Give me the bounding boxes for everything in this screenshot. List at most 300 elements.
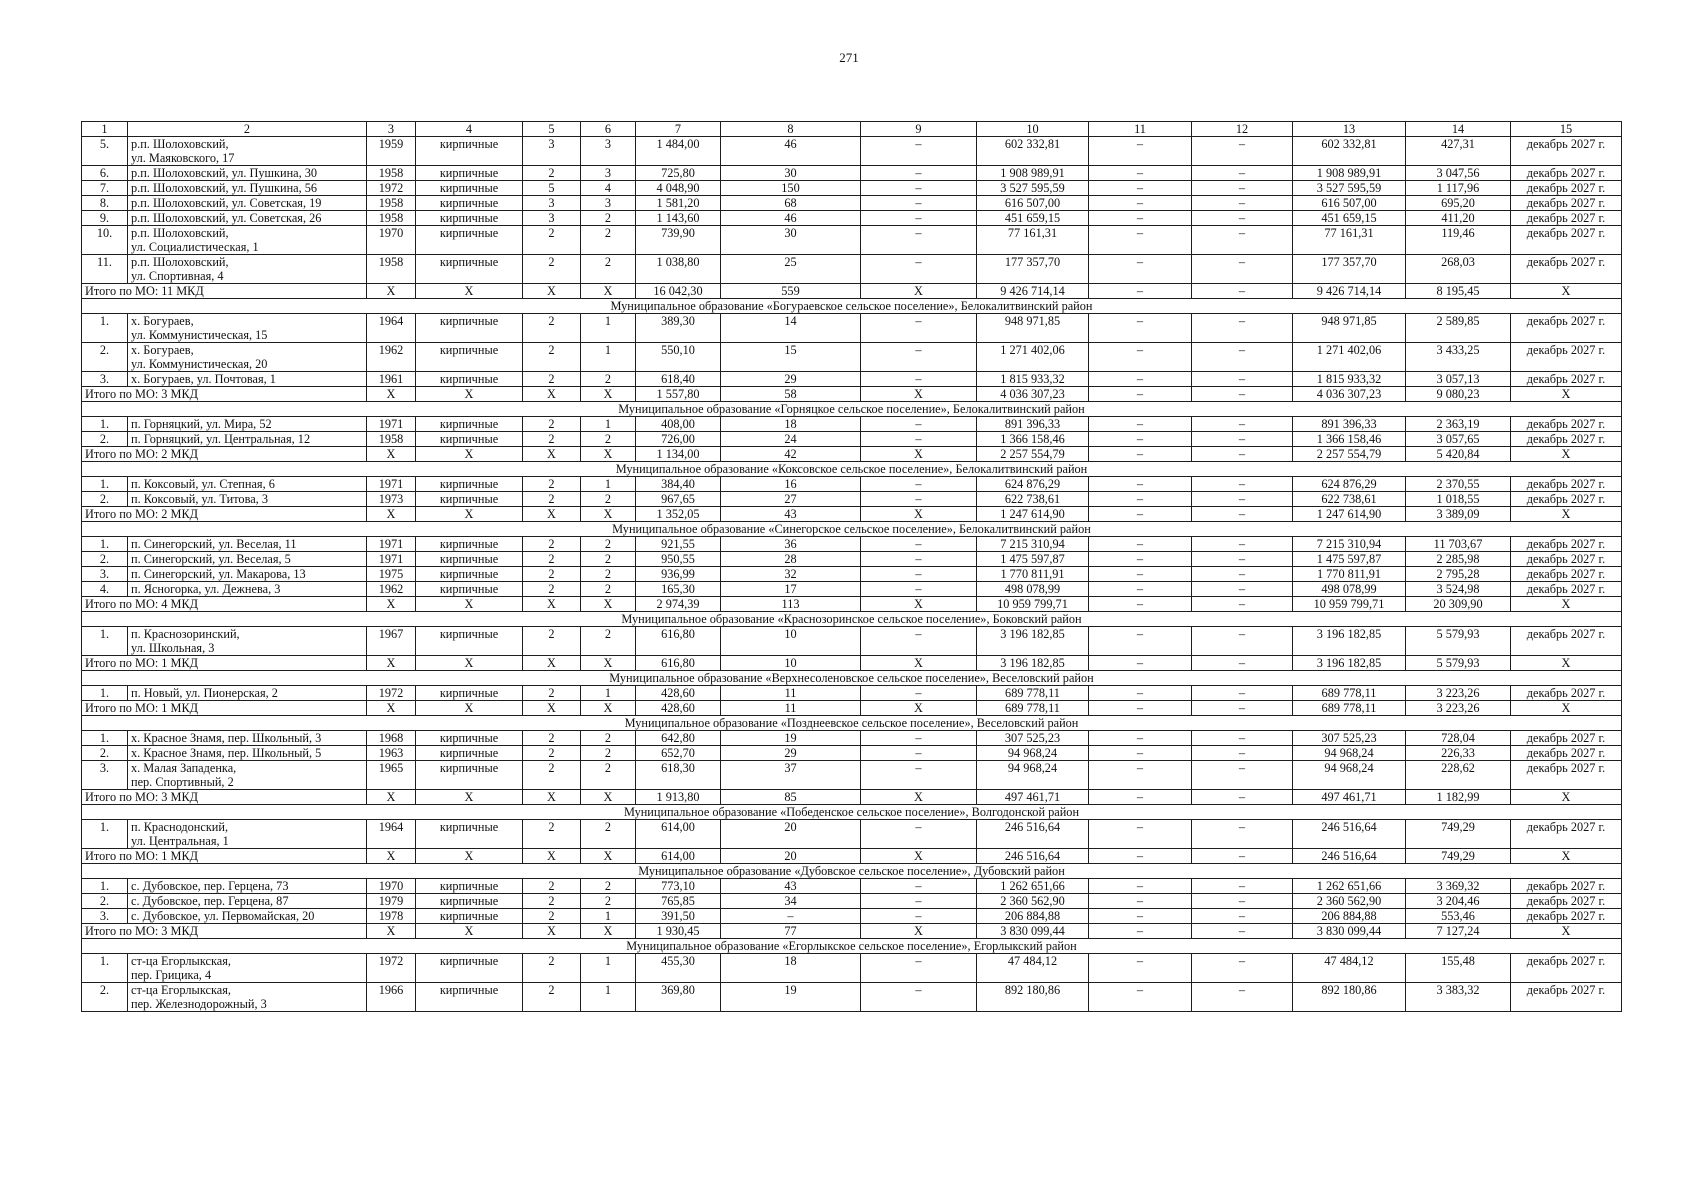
total-cell: 77 — [721, 924, 861, 939]
table-cell: декабрь 2027 г. — [1511, 820, 1622, 849]
table-cell: – — [861, 537, 977, 552]
table-cell: – — [1089, 582, 1192, 597]
table-cell: 389,30 — [636, 314, 721, 343]
total-cell: X — [1511, 284, 1622, 299]
table-cell: 2 370,55 — [1406, 477, 1511, 492]
total-row — [82, 656, 1622, 671]
table-cell: – — [1089, 432, 1192, 447]
table-cell: 2 360 562,90 — [1293, 894, 1406, 909]
total-cell: X — [861, 849, 977, 864]
table-cell: декабрь 2027 г. — [1511, 226, 1622, 255]
table-cell: 2 — [581, 432, 636, 447]
table-cell: – — [1192, 746, 1293, 761]
table-cell: 246 516,64 — [1293, 820, 1406, 849]
total-cell: X — [523, 284, 581, 299]
table-cell: 5 579,93 — [1406, 627, 1511, 656]
table-cell: декабрь 2027 г. — [1511, 181, 1622, 196]
total-cell: 5 420,84 — [1406, 447, 1511, 462]
total-row — [82, 597, 1622, 612]
table-cell: 948 971,85 — [1293, 314, 1406, 343]
total-cell: 497 461,71 — [977, 790, 1089, 805]
total-cell: X — [581, 790, 636, 805]
total-cell: X — [523, 507, 581, 522]
table-cell: 2 — [581, 255, 636, 284]
table-cell: 369,80 — [636, 983, 721, 1012]
section-title: Муниципальное образование «Позднеевское сельское поселение», Веселовский район — [82, 716, 1622, 731]
total-cell: 3 830 099,44 — [1293, 924, 1406, 939]
table-cell: 2 — [523, 582, 581, 597]
table-cell: 1 271 402,06 — [1293, 343, 1406, 372]
table-cell: – — [1192, 909, 1293, 924]
total-label: Итого по МО: 1 МКД — [82, 701, 367, 716]
table-cell: 652,70 — [636, 746, 721, 761]
table-cell: 451 659,15 — [977, 211, 1089, 226]
total-cell: 10 959 799,71 — [977, 597, 1089, 612]
row-number: 3. — [82, 372, 128, 387]
table-cell: 150 — [721, 181, 861, 196]
table-cell: – — [1192, 137, 1293, 166]
table-cell: – — [1192, 181, 1293, 196]
table-cell: 29 — [721, 372, 861, 387]
table-cell: 725,80 — [636, 166, 721, 181]
total-cell: X — [861, 701, 977, 716]
total-cell: X — [861, 447, 977, 462]
row-number: 1. — [82, 731, 128, 746]
table-cell: 2 — [523, 226, 581, 255]
total-cell: 689 778,11 — [977, 701, 1089, 716]
table-cell: – — [861, 432, 977, 447]
total-cell: 4 036 307,23 — [977, 387, 1089, 402]
table-cell: 3 057,13 — [1406, 372, 1511, 387]
table-cell: 7 215 310,94 — [977, 537, 1089, 552]
table-cell: – — [1192, 432, 1293, 447]
row-number: 3. — [82, 761, 128, 790]
table-cell: – — [1192, 255, 1293, 284]
total-cell: X — [367, 656, 416, 671]
table-cell: – — [861, 909, 977, 924]
table-cell: – — [861, 567, 977, 582]
table-cell: 1964 — [367, 314, 416, 343]
table-cell: 427,31 — [1406, 137, 1511, 166]
total-cell: 43 — [721, 507, 861, 522]
table-row — [82, 181, 1622, 196]
column-header: 11 — [1089, 122, 1192, 137]
address-cell: х. Богураев, ул. Коммунистическая, 20 — [128, 343, 367, 372]
table-cell: – — [1192, 477, 1293, 492]
table-cell: 3 383,32 — [1406, 983, 1511, 1012]
row-number: 1. — [82, 417, 128, 432]
table-cell: 1978 — [367, 909, 416, 924]
table-cell: 614,00 — [636, 820, 721, 849]
table-cell: 2 — [581, 820, 636, 849]
table-cell: декабрь 2027 г. — [1511, 211, 1622, 226]
table-cell: – — [1089, 255, 1192, 284]
table-cell: 726,00 — [636, 432, 721, 447]
table-cell: 689 778,11 — [1293, 686, 1406, 701]
table-cell: 616 507,00 — [1293, 196, 1406, 211]
total-cell: 3 223,26 — [1406, 701, 1511, 716]
total-label: Итого по МО: 3 МКД — [82, 387, 367, 402]
total-cell: 3 196 182,85 — [1293, 656, 1406, 671]
row-number: 1. — [82, 537, 128, 552]
table-cell: 1958 — [367, 255, 416, 284]
address-cell: р.п. Шолоховский, ул. Социалистическая, 1 — [128, 226, 367, 255]
total-cell: 497 461,71 — [1293, 790, 1406, 805]
table-cell: кирпичные — [416, 582, 523, 597]
total-row — [82, 924, 1622, 939]
total-row — [82, 387, 1622, 402]
table-cell: – — [1089, 343, 1192, 372]
table-cell: – — [861, 820, 977, 849]
table-cell: 891 396,33 — [1293, 417, 1406, 432]
table-cell: – — [861, 983, 977, 1012]
total-cell: X — [581, 849, 636, 864]
table-cell: 36 — [721, 537, 861, 552]
table-cell: 3 527 595,59 — [1293, 181, 1406, 196]
table-cell: – — [1089, 492, 1192, 507]
table-cell: – — [1192, 567, 1293, 582]
table-cell: 749,29 — [1406, 820, 1511, 849]
total-cell: – — [1192, 597, 1293, 612]
table-cell: – — [1089, 879, 1192, 894]
table-cell: – — [1089, 196, 1192, 211]
table-cell: 2 — [581, 731, 636, 746]
table-cell: декабрь 2027 г. — [1511, 894, 1622, 909]
table-cell: 3 — [523, 137, 581, 166]
table-cell: 1971 — [367, 477, 416, 492]
table-cell: 2 — [523, 761, 581, 790]
total-cell: 20 309,90 — [1406, 597, 1511, 612]
total-cell: 58 — [721, 387, 861, 402]
table-cell: 206 884,88 — [977, 909, 1089, 924]
table-cell: 892 180,86 — [977, 983, 1089, 1012]
table-cell: кирпичные — [416, 627, 523, 656]
table-cell: 1 366 158,46 — [1293, 432, 1406, 447]
total-cell: 113 — [721, 597, 861, 612]
table-cell: 1 908 989,91 — [977, 166, 1089, 181]
table-cell: 936,99 — [636, 567, 721, 582]
table-cell: 616 507,00 — [977, 196, 1089, 211]
table-cell: 411,20 — [1406, 211, 1511, 226]
column-header: 13 — [1293, 122, 1406, 137]
table-cell: 2 — [581, 894, 636, 909]
table-cell: кирпичные — [416, 255, 523, 284]
table-cell: 19 — [721, 731, 861, 746]
table-cell: 384,40 — [636, 477, 721, 492]
table-cell: декабрь 2027 г. — [1511, 417, 1622, 432]
table-cell: 18 — [721, 417, 861, 432]
total-row — [82, 849, 1622, 864]
table-cell: 307 525,23 — [1293, 731, 1406, 746]
table-cell: 891 396,33 — [977, 417, 1089, 432]
table-cell: 2 — [581, 492, 636, 507]
table-cell: 618,40 — [636, 372, 721, 387]
address-cell: р.п. Шолоховский, ул. Советская, 19 — [128, 196, 367, 211]
table-cell: 177 357,70 — [977, 255, 1089, 284]
table-cell: 28 — [721, 552, 861, 567]
table-row — [82, 477, 1622, 492]
table-cell: 1 770 811,91 — [977, 567, 1089, 582]
table-cell: 20 — [721, 820, 861, 849]
total-cell: 10 — [721, 656, 861, 671]
table-row — [82, 314, 1622, 343]
total-cell: – — [1089, 507, 1192, 522]
total-label: Итого по МО: 11 МКД — [82, 284, 367, 299]
total-cell: X — [581, 447, 636, 462]
table-cell: 228,62 — [1406, 761, 1511, 790]
row-number: 1. — [82, 314, 128, 343]
table-cell: 1 908 989,91 — [1293, 166, 1406, 181]
table-cell: 1 475 597,87 — [1293, 552, 1406, 567]
address-cell: п. Горняцкий, ул. Центральная, 12 — [128, 432, 367, 447]
table-cell: 1970 — [367, 226, 416, 255]
table-cell: 119,46 — [1406, 226, 1511, 255]
total-cell: X — [367, 849, 416, 864]
table-cell: – — [1192, 417, 1293, 432]
table-cell: – — [1192, 686, 1293, 701]
table-cell: 11 — [721, 686, 861, 701]
total-cell: 3 389,09 — [1406, 507, 1511, 522]
table-cell: 1958 — [367, 211, 416, 226]
table-cell: 948 971,85 — [977, 314, 1089, 343]
row-number: 2. — [82, 432, 128, 447]
total-cell: 2 257 554,79 — [1293, 447, 1406, 462]
table-cell: 602 332,81 — [977, 137, 1089, 166]
table-cell: 2 — [523, 372, 581, 387]
table-cell: 1958 — [367, 432, 416, 447]
table-cell: декабрь 2027 г. — [1511, 686, 1622, 701]
table-cell: – — [861, 492, 977, 507]
table-cell: 2 — [523, 894, 581, 909]
total-label: Итого по МО: 2 МКД — [82, 447, 367, 462]
total-cell: 4 036 307,23 — [1293, 387, 1406, 402]
address-cell: ст-ца Егорлыкская, пер. Грицика, 4 — [128, 954, 367, 983]
total-cell: X — [861, 387, 977, 402]
address-cell: п. Синегорский, ул. Веселая, 5 — [128, 552, 367, 567]
table-cell: 29 — [721, 746, 861, 761]
total-cell: 16 042,30 — [636, 284, 721, 299]
table-cell: – — [1089, 746, 1192, 761]
section-title: Муниципальное образование «Синегорское сельское поселение», Белокалитвинский район — [82, 522, 1622, 537]
section-header-row — [82, 612, 1622, 627]
table-row — [82, 582, 1622, 597]
table-cell: декабрь 2027 г. — [1511, 879, 1622, 894]
total-cell: X — [367, 447, 416, 462]
table-cell: 1 815 933,32 — [977, 372, 1089, 387]
table-cell: 950,55 — [636, 552, 721, 567]
total-cell: X — [523, 924, 581, 939]
table-cell: 728,04 — [1406, 731, 1511, 746]
total-cell: – — [1192, 507, 1293, 522]
row-number: 1. — [82, 820, 128, 849]
total-cell: X — [861, 924, 977, 939]
table-cell: – — [861, 746, 977, 761]
address-cell: п. Коксовый, ул. Степная, 6 — [128, 477, 367, 492]
total-cell: 1 247 614,90 — [1293, 507, 1406, 522]
table-cell: 2 — [581, 537, 636, 552]
section-title: Муниципальное образование «Коксовское сельское поселение», Белокалитвинский район — [82, 462, 1622, 477]
total-cell: X — [416, 790, 523, 805]
table-cell: декабрь 2027 г. — [1511, 761, 1622, 790]
table-cell: 268,03 — [1406, 255, 1511, 284]
total-cell: X — [367, 790, 416, 805]
total-row — [82, 447, 1622, 462]
table-cell: – — [1192, 166, 1293, 181]
table-cell: 1967 — [367, 627, 416, 656]
table-cell: 455,30 — [636, 954, 721, 983]
table-row — [82, 894, 1622, 909]
table-cell: 1965 — [367, 761, 416, 790]
section-header-row — [82, 671, 1622, 686]
table-cell: 1 — [581, 417, 636, 432]
total-cell: 428,60 — [636, 701, 721, 716]
address-cell: с. Дубовское, пер. Герцена, 87 — [128, 894, 367, 909]
table-cell: 739,90 — [636, 226, 721, 255]
table-cell: – — [1192, 761, 1293, 790]
table-cell: – — [1089, 567, 1192, 582]
table-cell: 1 143,60 — [636, 211, 721, 226]
total-cell: – — [1089, 447, 1192, 462]
table-cell: 2 — [523, 983, 581, 1012]
table-cell: 3 057,65 — [1406, 432, 1511, 447]
table-cell: кирпичные — [416, 372, 523, 387]
section-title: Муниципальное образование «Горняцкое сельское поселение», Белокалитвинский район — [82, 402, 1622, 417]
total-cell: 9 080,23 — [1406, 387, 1511, 402]
table-cell: 1966 — [367, 983, 416, 1012]
table-cell: 1962 — [367, 582, 416, 597]
table-cell: 2 — [523, 567, 581, 582]
row-number: 7. — [82, 181, 128, 196]
table-cell: 1 — [581, 983, 636, 1012]
table-cell: 695,20 — [1406, 196, 1511, 211]
table-cell: 1971 — [367, 417, 416, 432]
total-cell: – — [1089, 924, 1192, 939]
table-cell: декабрь 2027 г. — [1511, 137, 1622, 166]
total-cell: X — [523, 656, 581, 671]
table-cell: 32 — [721, 567, 861, 582]
column-header: 5 — [523, 122, 581, 137]
total-cell: 1 913,80 — [636, 790, 721, 805]
table-cell: кирпичные — [416, 552, 523, 567]
table-cell: 2 — [581, 582, 636, 597]
table-cell: – — [721, 909, 861, 924]
table-cell: кирпичные — [416, 954, 523, 983]
address-cell: х. Богураев, ул. Коммунистическая, 15 — [128, 314, 367, 343]
table-cell: – — [1089, 552, 1192, 567]
row-number: 2. — [82, 492, 128, 507]
table-cell: 1964 — [367, 820, 416, 849]
total-label: Итого по МО: 3 МКД — [82, 924, 367, 939]
total-cell: X — [581, 284, 636, 299]
table-cell: 77 161,31 — [977, 226, 1089, 255]
table-cell: 2 — [523, 492, 581, 507]
table-cell: – — [1089, 686, 1192, 701]
table-cell: 2 — [523, 343, 581, 372]
total-cell: X — [367, 284, 416, 299]
total-cell: – — [1089, 701, 1192, 716]
row-number: 1. — [82, 879, 128, 894]
table-cell: декабрь 2027 г. — [1511, 552, 1622, 567]
table-cell: 1958 — [367, 196, 416, 211]
table-cell: 2 — [523, 879, 581, 894]
total-cell: – — [1192, 447, 1293, 462]
address-cell: р.п. Шолоховский, ул. Пушкина, 56 — [128, 181, 367, 196]
table-row — [82, 627, 1622, 656]
total-cell: X — [416, 924, 523, 939]
total-cell: – — [1192, 656, 1293, 671]
table-cell: – — [1089, 137, 1192, 166]
total-row — [82, 507, 1622, 522]
total-row — [82, 284, 1622, 299]
row-number: 2. — [82, 746, 128, 761]
table-cell: 165,30 — [636, 582, 721, 597]
section-header-row — [82, 299, 1622, 314]
table-cell: 1963 — [367, 746, 416, 761]
table-cell: – — [1089, 314, 1192, 343]
table-cell: кирпичные — [416, 417, 523, 432]
table-cell: 451 659,15 — [1293, 211, 1406, 226]
total-cell: X — [1511, 507, 1622, 522]
table-cell: 27 — [721, 492, 861, 507]
table-cell: кирпичные — [416, 909, 523, 924]
table-cell: – — [1089, 909, 1192, 924]
table-cell: – — [1192, 627, 1293, 656]
table-cell: декабрь 2027 г. — [1511, 537, 1622, 552]
table-row — [82, 746, 1622, 761]
total-cell: – — [1089, 597, 1192, 612]
table-cell: 34 — [721, 894, 861, 909]
table-cell: 1 581,20 — [636, 196, 721, 211]
table-cell: кирпичные — [416, 820, 523, 849]
table-cell: – — [1192, 196, 1293, 211]
table-row — [82, 731, 1622, 746]
table-cell: – — [1192, 492, 1293, 507]
table-cell: – — [1089, 166, 1192, 181]
address-cell: п. Краснозоринский, ул. Школьная, 3 — [128, 627, 367, 656]
section-header-row — [82, 522, 1622, 537]
table-cell: – — [1089, 477, 1192, 492]
total-cell: X — [861, 507, 977, 522]
table-cell: кирпичные — [416, 314, 523, 343]
table-cell: 5 — [523, 181, 581, 196]
table-cell: – — [1192, 582, 1293, 597]
total-cell: X — [416, 849, 523, 864]
table-cell: – — [1192, 314, 1293, 343]
table-cell: 155,48 — [1406, 954, 1511, 983]
table-cell: – — [861, 582, 977, 597]
total-cell: X — [367, 387, 416, 402]
table-cell: 2 — [581, 567, 636, 582]
row-number: 2. — [82, 343, 128, 372]
table-cell: 2 363,19 — [1406, 417, 1511, 432]
total-cell: 85 — [721, 790, 861, 805]
table-cell: 3 047,56 — [1406, 166, 1511, 181]
table-cell: 618,30 — [636, 761, 721, 790]
total-cell: 2 974,39 — [636, 597, 721, 612]
table-cell: 246 516,64 — [977, 820, 1089, 849]
total-cell: X — [416, 597, 523, 612]
table-cell: декабрь 2027 г. — [1511, 954, 1622, 983]
table-cell: 689 778,11 — [977, 686, 1089, 701]
housing-repair-table — [81, 121, 1622, 1012]
table-cell: – — [861, 552, 977, 567]
column-header: 12 — [1192, 122, 1293, 137]
section-header-row — [82, 462, 1622, 477]
table-cell: – — [861, 731, 977, 746]
row-number: 6. — [82, 166, 128, 181]
total-cell: 9 426 714,14 — [1293, 284, 1406, 299]
table-cell: – — [1089, 372, 1192, 387]
